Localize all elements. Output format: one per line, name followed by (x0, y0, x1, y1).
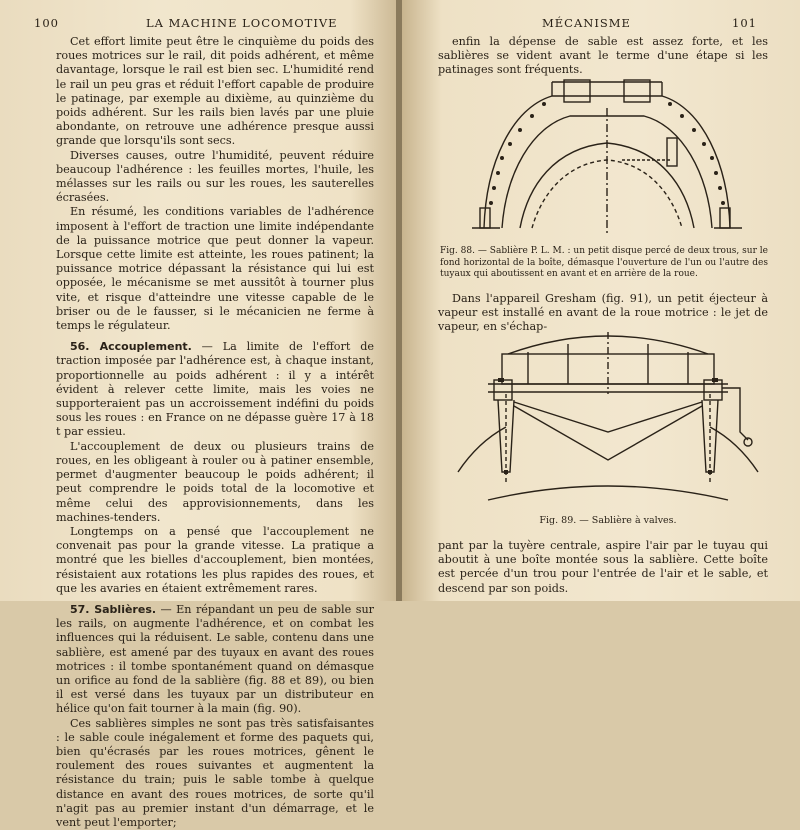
section-56-text: — La limite de l'effort de traction imposée par l'adhérence est, à chaque instant, proportionnelle au poids adhérent : il y a intérêt évident à relever cette limite, mais les voies ne supporteraient pas un accroissement indéfini du poids sous les roues : en France on ne dépasse guère 17 à 18 t par essieu. (56, 340, 374, 439)
fig89-caption: Fig. 89. — Sablière à valves. (539, 515, 677, 526)
section-56-title: 56. Accouplement. (70, 340, 192, 354)
right-page-number: 101 (732, 16, 757, 30)
section-56 (56, 340, 374, 439)
left-text-block (56, 35, 374, 830)
paragraph: Dans l'appareil Gresham (fig. 91), un petit éjecteur à vapeur est installé en avant de la roue motrice : le jet de vapeur, en s'échap- (438, 292, 768, 334)
left-page (0, 0, 398, 829)
paragraph: Longtemps on a pensé que l'accouplement ne convenait pas pour la grande vitesse. La pratique a montré que les bielles d'accouplement, bien montées, résistaient aux rotations les plus rapides des roues, et que les avaries en étaient extrêmement rares. (56, 524, 374, 595)
section-57 (56, 603, 374, 717)
fig88-caption: Fig. 88. — Sablière P. L. M. : un petit disque percé de deux trous, sur le fond horizontal de la boîte, démasque l'ouverture de l'un ou l'autre des tuyaux qui aboutissent en avant et en arrière de la roue. (440, 246, 768, 279)
section-57-title: 57. Sablières. (70, 602, 157, 616)
right-bottom-text (438, 539, 768, 596)
paragraph: En résumé, les conditions variables de l'adhérence imposent à l'effort de traction une limite indépendante de la puissance motrice que peut donner la vapeur. Lorsque cette limite est atteinte, les roues patinent; la puissance motrice dépassant la résistance qui lui est opposée, le mécanisme se met aussitôt à tourner plus vite, et risque d'atteindre une vitesse capable de le briser ou de le fausser, si le mécanicien ne ferme à temps le régulateur. (56, 205, 374, 333)
paragraph: Cet effort limite peut être le cinquième du poids des roues motrices sur le rail, dit poids adhérent, et même davantage, lorsque le rail est bien sec. L'humidité rend le rail un peu gras et réduit l'effort capable de produire le patinage, par exemple au dixième, au quinzième du poids adhérent. Sur les rails bien lavés par une pluie abondante, on retrouve une adhérence presque aussi grande que lorsqu'ils sont secs. (56, 35, 374, 148)
paragraph: Diverses causes, outre l'humidité, peuvent réduire beaucoup l'adhérence : les feuilles mortes, l'huile, les mélasses sur les rails ou sur les roues, les sauterelles écrasées. (56, 148, 374, 205)
paragraph: pant par la tuyère centrale, aspire l'air par le tuyau qui aboutit à une boîte montée sous la sablière. Cette boîte est percée d'un trou pour l'entrée de l'air et le sable, et descend par son poids. (438, 539, 768, 595)
left-page-number: 100 (34, 16, 59, 30)
left-running-header: LA MACHINE LOCOMOTIVE (146, 16, 338, 30)
paragraph: enfin la dépense de sable est assez forte, et les sablières se vident avant le terme d'une étape si les patinages sont fréquents. (438, 35, 768, 77)
fig88-sandbox-illustration (472, 68, 742, 238)
section-57-text: — En répandant un peu de sable sur les rails, on augmente l'adhérence, et on combat les influences qui la réduisent. Le sable, contenu dans une sablière, est amené par des tuyaux en avant des roues motrices : il tombe spontanément quand on démasque un orifice au fond de la sablière (fig. 88 et 89), ou bien il est versé dans les tuyaux par un distributeur en hélice qu'on fait tourner à la main (fig. 90). (56, 602, 374, 716)
fig89-valve-sandbox-illustration (458, 322, 758, 502)
paragraph: L'accouplement de deux ou plusieurs trains de roues, en les obligeant à rouler ou à patiner ensemble, permet d'augmenter beaucoup le poids adhérent; il peut comprendre le poids total de la locomotive et même celui des approvisionnements, dans les machines-tenders. (56, 439, 374, 524)
paragraph: Ces sablières simples ne sont pas très satisfaisantes : le sable coule inégalement et forme des paquets qui, bien qu'écrasés par les roues motrices, gênent le roulement des roues suivantes et augmentent la résistance du train; puis le sable tombe à quelque distance en avant des roues motrices, de sorte qu'il n'agit pas au premier instant d'un démarrage, et le vent peut l'emporter; (56, 716, 374, 829)
right-page (402, 0, 800, 601)
right-running-header: MÉCANISME (542, 16, 631, 30)
